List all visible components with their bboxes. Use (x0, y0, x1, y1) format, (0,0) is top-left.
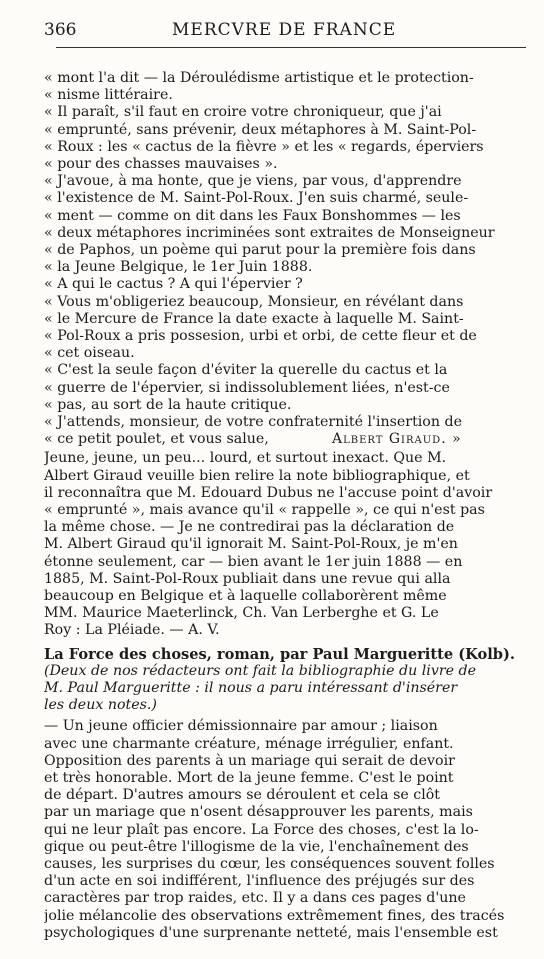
review-line: et très honorable. Mort de la jeune femme. C'est le point (44, 770, 454, 786)
review-line: qui ne leur plaît pas encore. La Force des choses, c'est la lo- (44, 821, 479, 838)
reply-line: il reconnaîtra que M. Edouard Dubus ne l'accuse point d'avoir (44, 484, 493, 501)
review-line: jolie mélancolie des observations extrêmement fines, des tracés (44, 907, 505, 924)
page-number: 366 (44, 20, 77, 40)
letter-line: « nisme littéraire. (44, 87, 173, 104)
letter-line: « de Paphos, un poème qui parut pour la première fois dans (44, 242, 476, 258)
letter-line: « pas, au sort de la haute critique. (44, 396, 292, 413)
letter-line: « mont l'a dit — la Déroulédisme artistique et le protection- (44, 70, 474, 86)
editor-note-line: M. Paul Margueritte : il nous a paru intéressant d'insérer (44, 680, 458, 696)
letter-line: « Pol-Roux a pris possesion, urbi et orbi, de cette fleur et de (44, 328, 477, 344)
review-heading: La Force des choses, roman, par Paul Margueritte (Kolb). (44, 645, 515, 663)
reply-line: MM. Maurice Maeterlinck, Ch. Van Lerberghe et G. Le (44, 605, 439, 622)
letter-signature: Albert Giraud. » (332, 431, 462, 448)
reply-line: la même chose. — Je ne contredirai pas la déclaration de (44, 519, 455, 536)
letter-line: « l'existence de M. Saint-Pol-Roux. J'en suis charmé, seule- (44, 190, 469, 207)
review-line: par un mariage que n'osent désapprouver les parents, mais (44, 804, 473, 821)
reply-line: étonne seulement, car — bien avant le 1er juin 1888 — en (44, 553, 463, 570)
review-line: — Un jeune officier démissionnaire par amour ; liaison (44, 718, 438, 735)
review-line: de départ. D'autres amours se déroulent et cela se clôt (44, 787, 440, 804)
letter-line: « cet oiseau. (44, 345, 135, 362)
reply-line: M. Albert Giraud qu'il ignorait M. Saint-Pol-Roux, je m'en (44, 536, 458, 553)
letter-line: « ce petit poulet, et vous salue, (44, 431, 269, 448)
review-line: causes, les surprises du cœur, les conséquences souvent folles (44, 856, 495, 872)
letter-line: « le Mercure de France la date exacte à laquelle M. Saint- (44, 310, 464, 327)
header-rule (56, 47, 526, 48)
review-line: caractères par trop raides, etc. Il y a dans ces pages d'une (44, 890, 466, 907)
letter-line: « pour des chasses mauvaises ». (44, 156, 278, 172)
reply-line: 1885, M. Saint-Pol-Roux publiait dans une revue qui alla (44, 570, 451, 587)
letter-line: « deux métaphores incriminées sont extraites de Monseigneur (44, 224, 495, 241)
review-line: psychologiques d'une surprenante netteté, mais l'ensemble est (44, 924, 498, 941)
letter-line: « guerre de l'épervier, si indissolublement liées, n'est-ce (44, 379, 450, 396)
editor-note-line: (Deux de nos rédacteurs ont fait la bibliographie du livre de (44, 662, 477, 679)
review-line: avec une charmante créature, ménage irrégulier, enfant. (44, 735, 454, 752)
letter-line: « Roux : les « cactus de la fièvre » et les « regards, éperviers (44, 138, 484, 155)
letter-line: « C'est la seule façon d'éviter la querelle du cactus et la (44, 362, 448, 379)
letter-line: « A qui le cactus ? A qui l'épervier ? (44, 276, 303, 293)
letter-line: « J'attends, monsieur, de votre confraternité l'insertion de (44, 414, 462, 430)
review-line: d'un acte en soi indifférent, l'influence des préjugés sur des (44, 873, 475, 890)
letter-line: « Vous m'obligeriez beaucoup, Monsieur, en révélant dans (44, 293, 464, 310)
letter-line: « J'avoue, à ma honte, que je viens, par vous, d'apprendre (44, 173, 462, 190)
letter-line: « Il paraît, s'il faut en croire votre chroniqueur, que j'ai (44, 104, 442, 121)
editor-note-line: les deux notes.) (44, 697, 157, 714)
letter-line: « emprunté, sans prévenir, deux métaphores à M. Saint-Pol- (44, 121, 477, 138)
reply-line: beaucoup en Belgique et à laquelle collaborèrent même (44, 588, 447, 604)
review-line: gique ou peut-être l'illogisme de la vie, l'enchaînement des (44, 838, 469, 855)
reply-line: Jeune, jeune, un peu... lourd, et surtout inexact. Que M. (44, 450, 447, 467)
reply-line: « emprunté », mais avance qu'il « rappelle », ce qui n'est pas (44, 502, 485, 518)
letter-line: « la Jeune Belgique, le 1er Juin 1888. (44, 259, 313, 276)
letter-line: « ment — comme on dit dans les Faux Bonshommes — les (44, 207, 461, 224)
review-line: Opposition des parents à un mariage qui serait de devoir (44, 752, 455, 769)
reply-line: Roy : La Pléiade. — A. V. (44, 622, 220, 639)
reply-line: Albert Giraud veuille bien relire la note bibliographique, et (44, 467, 470, 484)
running-title: MERCVRE DE FRANCE (172, 20, 397, 40)
